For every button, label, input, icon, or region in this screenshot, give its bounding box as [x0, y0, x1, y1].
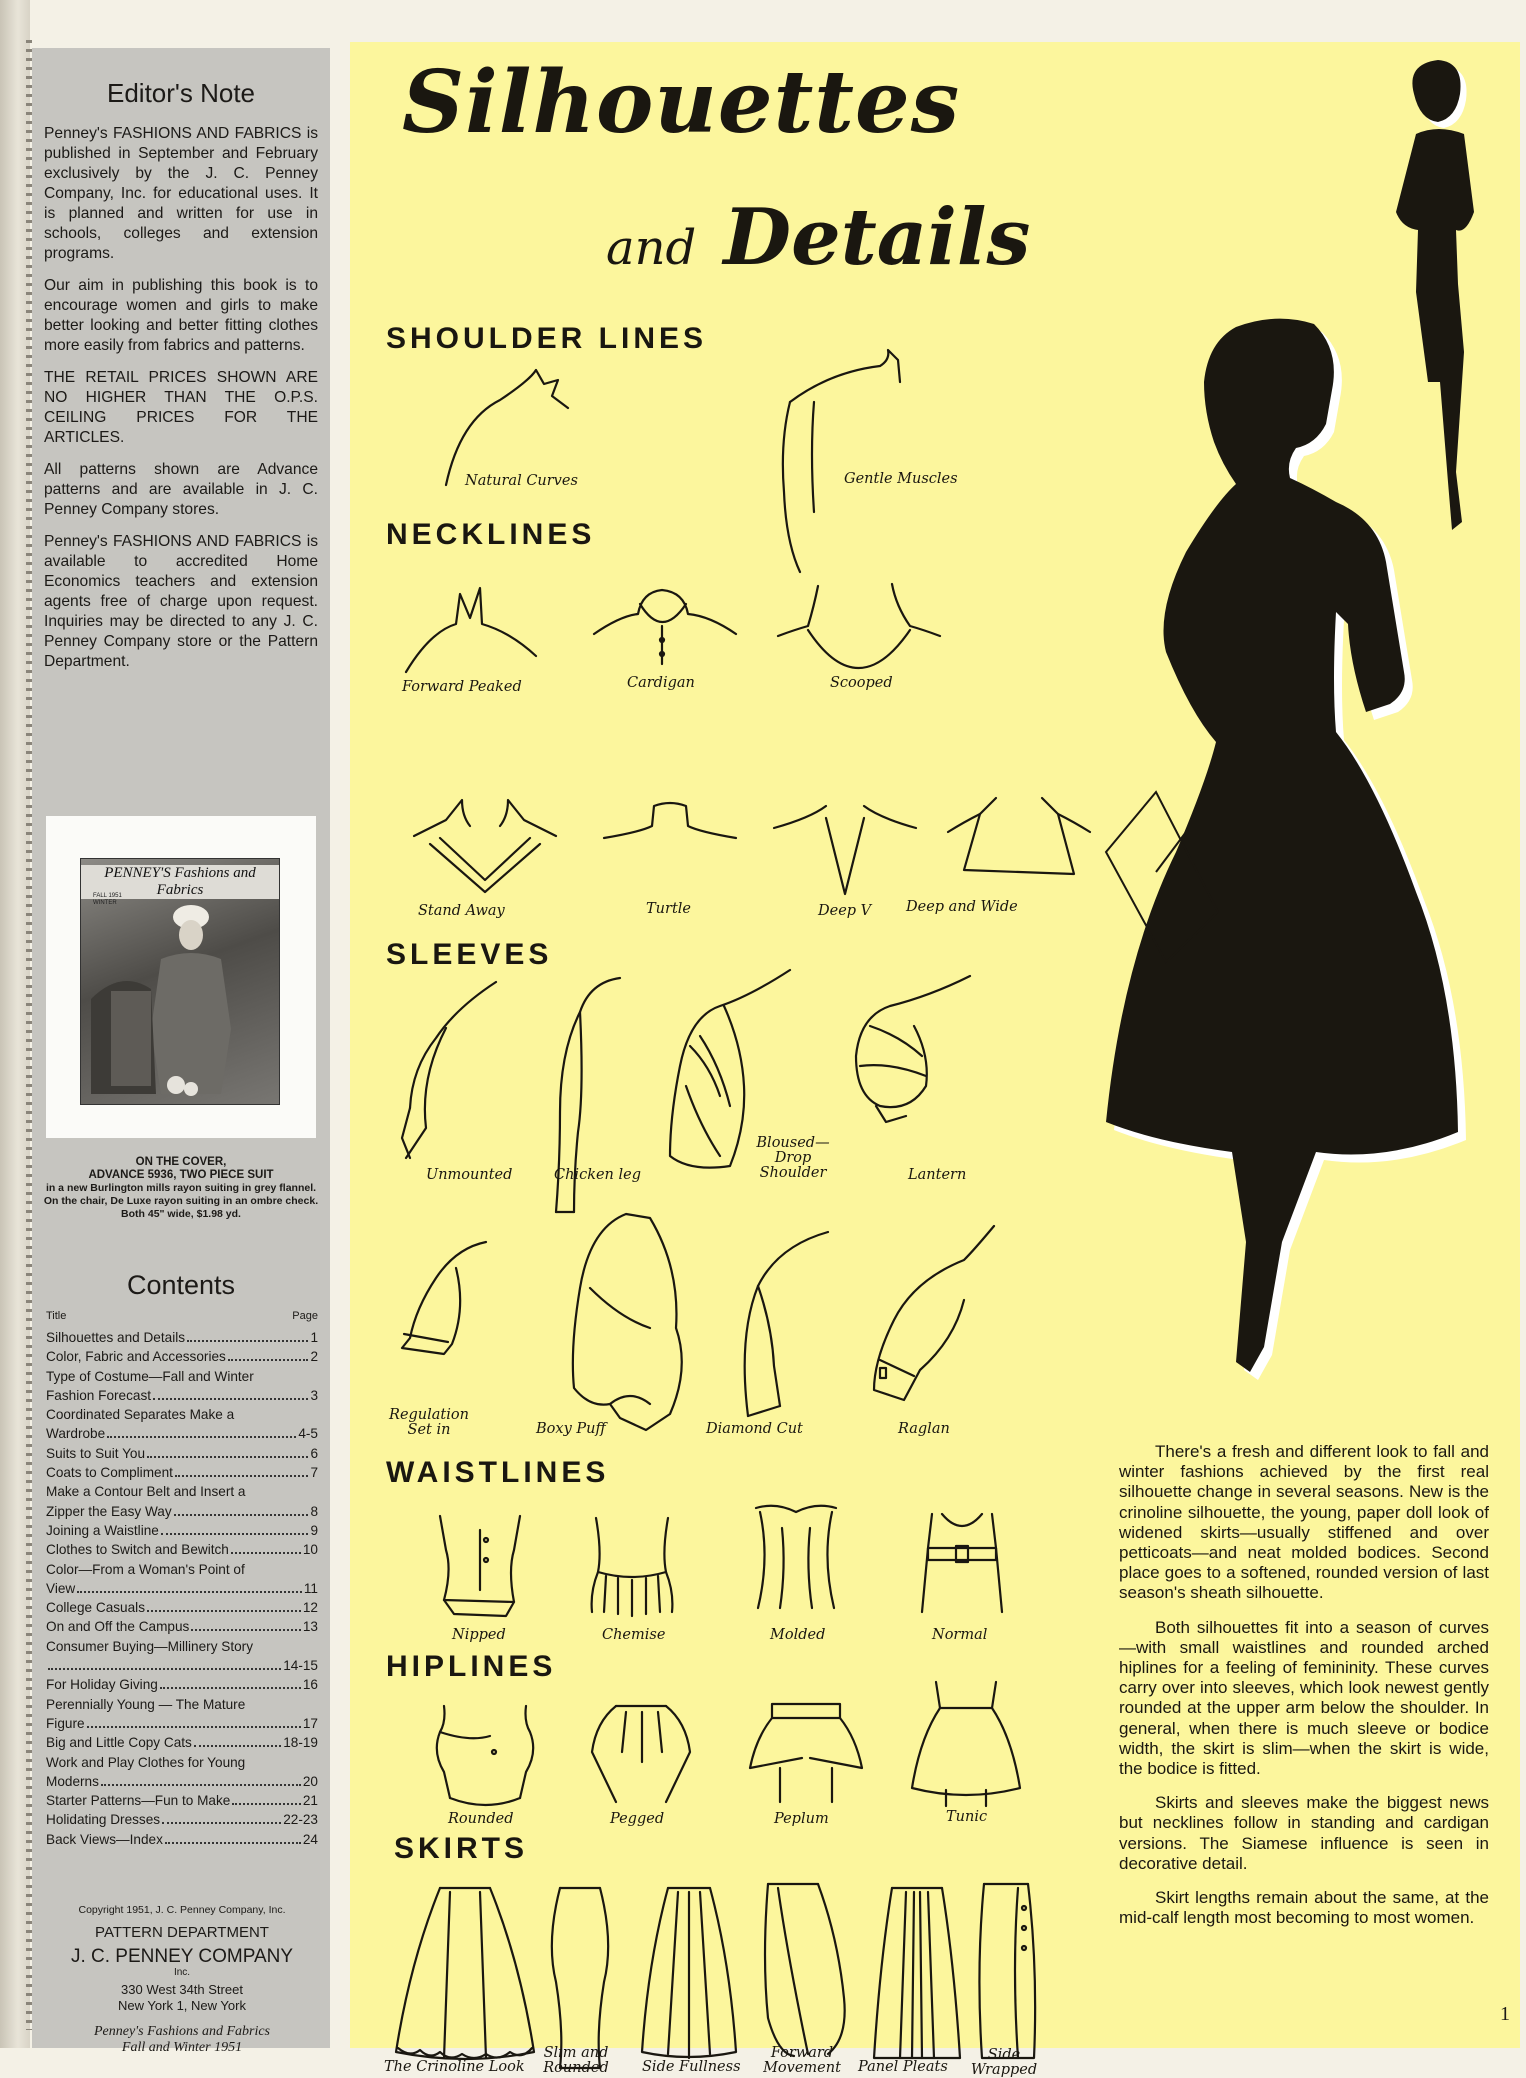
- address: [42, 1982, 322, 2014]
- contents-entry-title: Coordinated Separates Make a: [46, 1407, 235, 1423]
- molded-waist-sketch: [746, 1498, 846, 1628]
- turtle-sketch: [600, 798, 740, 848]
- contents-entry-title: Joining a Waistline: [46, 1522, 159, 1538]
- diamond-cut-sleeve-sketch: [718, 1226, 848, 1426]
- editors-note-title: Editor's Note: [106, 78, 256, 108]
- label-nipped: Nipped: [452, 1627, 506, 1643]
- forward-peaked-sketch: [400, 572, 540, 682]
- contents-row: [46, 1695, 318, 1714]
- contents-entry-title: Clothes to Switch and Bewitch: [46, 1542, 229, 1558]
- contents-entry-title: Wardrobe: [46, 1426, 106, 1442]
- contents-entry-title: For Holiday Giving: [46, 1677, 158, 1693]
- contents-entry-page: 12: [302, 1600, 318, 1616]
- label-chicken-leg: Chicken leg: [554, 1167, 642, 1183]
- cover-photo: [80, 858, 280, 1105]
- peplum-hipline-sketch: [746, 1698, 866, 1808]
- contents-row: [46, 1675, 318, 1694]
- cover-photo-title: PENNEY'S Fashions and Fabrics: [81, 865, 279, 899]
- label-slim-and-rounded: Slim and Rounded: [543, 2045, 609, 2076]
- page-title-second-line: [606, 192, 1030, 283]
- contents-row: [46, 1637, 318, 1656]
- article-body: [1119, 1442, 1489, 1942]
- crinoline-skirt-sketch: [390, 1882, 540, 2062]
- contents-row: [46, 1463, 318, 1482]
- contents-entry-title: Color—From a Woman's Point of: [46, 1561, 245, 1577]
- contents-row: [46, 1347, 318, 1366]
- table-of-contents: [46, 1328, 318, 1849]
- deep-and-wide-sketch: [944, 792, 1094, 882]
- contents-leader-dots: [160, 1687, 301, 1689]
- contents-entry-page: 7: [310, 1465, 318, 1481]
- note-paragraph: All patterns shown are Advance patterns and are available in J. C. Penney Company stores.: [44, 461, 318, 518]
- contents-leader-dots: [194, 1745, 281, 1747]
- contents-entry-page: 6: [310, 1445, 318, 1461]
- contents-row: [46, 1791, 318, 1810]
- contents-entry-title: Zipper the Easy Way: [46, 1503, 172, 1519]
- section-heading-waistlines: WAISTLINES: [386, 1456, 610, 1489]
- contents-entry-page: 9: [310, 1522, 318, 1538]
- contents-entry-title: Fashion Forecast: [46, 1387, 152, 1403]
- label-chemise: Chemise: [602, 1627, 666, 1643]
- contents-leader-dots: [231, 1552, 301, 1554]
- label-bloused-drop-shoulder: Bloused—Drop Shoulder: [756, 1135, 830, 1181]
- copyright: Copyright 1951, J. C. Penney Company, Inc.: [78, 1904, 286, 1916]
- contents-entry-title: Starter Patterns—Fun to Make: [46, 1793, 231, 1809]
- label-natural-curves: Natural Curves: [465, 473, 578, 489]
- label-raglan: Raglan: [898, 1421, 950, 1437]
- contents-entry-page: 16: [302, 1677, 318, 1693]
- contents-col-page: Page: [292, 1310, 318, 1322]
- rounded-hipline-sketch: [430, 1702, 540, 1812]
- large-silhouette-figure: [1086, 312, 1526, 1452]
- contents-entry-title: Work and Play Clothes for Young: [46, 1754, 246, 1770]
- side-wrapped-skirt-sketch: [968, 1878, 1048, 2062]
- section-heading-shoulder-lines: SHOULDER LINES: [386, 322, 708, 355]
- contents-leader-dots: [187, 1340, 308, 1342]
- article-paragraph: Skirt lengths remain about the same, at the mid-calf length most becoming to most women.: [1119, 1888, 1489, 1928]
- cover-caption-text: in a new Burlington mills rayon suiting in grey flannel. On the chair, De Luxe rayon suiting in an ombre check. Both 45" wide, $1.98 yd.: [43, 1182, 319, 1220]
- deep-v-sketch: [770, 798, 920, 898]
- publisher-footer: [42, 1904, 322, 2056]
- label-lantern: Lantern: [908, 1167, 967, 1183]
- note-paragraph: Penney's FASHIONS AND FABRICS is available to accredited Home Economics teachers and extension agents free of charge upon request. Inquiries may be directed to any J. C. Penney Company store or the Pattern Department.: [44, 533, 318, 670]
- contents-row: [46, 1617, 318, 1636]
- contents-leader-dots: [162, 1822, 281, 1824]
- gentle-muscles-sketch: [770, 342, 910, 582]
- silhouettes-page: [350, 42, 1520, 2078]
- contents-entry-page: 1: [310, 1330, 318, 1345]
- contents-row: [46, 1733, 318, 1752]
- contents-leader-dots: [48, 1668, 281, 1670]
- contents-entry-page: 20: [302, 1773, 318, 1789]
- contents-entry-title: Figure: [46, 1715, 85, 1731]
- page-title-and: and: [606, 220, 697, 276]
- contents-row: [46, 1656, 318, 1675]
- contents-title: Contents: [126, 1270, 236, 1300]
- company-suffix: Inc.: [173, 1967, 191, 1978]
- article-paragraph: Both silhouettes fit into a season of curves—with small waistlines and rounded arched hiplines for a feeling of femininity. These curves carry over into sleeves, which look newest gently rounded at the upper arm below the shoulder. In general, when there is much sleeve or bodice width, the skirt is slim—when the skirt is wide, the bodice is fitted.: [1119, 1617, 1489, 1779]
- section-heading-necklines: NECKLINES: [386, 518, 596, 551]
- contents-leader-dots: [165, 1842, 301, 1844]
- department: PATTERN DEPARTMENT: [95, 1924, 269, 1941]
- company-name: J. C. PENNEY COMPANY: [70, 1946, 294, 1967]
- sidebar: [32, 48, 330, 2055]
- stand-away-sketch: [410, 796, 560, 896]
- contents-leader-dots: [228, 1359, 309, 1361]
- label-regulation-set-in: Regulation Set in: [389, 1407, 469, 1438]
- address-line: 330 West 34th Street: [121, 1982, 243, 1997]
- note-paragraph: THE RETAIL PRICES SHOWN ARE NO HIGHER THAN THE O.P.S. CEILING PRICES FOR THE ARTICLES.: [44, 369, 318, 446]
- page-number: 1: [1500, 2003, 1510, 2025]
- cover-caption: [42, 1156, 320, 1221]
- contents-entry-page: 18-19: [283, 1735, 318, 1751]
- raglan-sleeve-sketch: [854, 1220, 1004, 1410]
- contents-row: [46, 1328, 318, 1347]
- section-heading-hiplines: HIPLINES: [386, 1650, 557, 1683]
- nipped-waist-sketch: [430, 1510, 530, 1620]
- boxy-puff-sketch: [550, 1208, 710, 1438]
- section-heading-sleeves: SLEEVES: [386, 938, 553, 971]
- contents-entry-title: Consumer Buying—Millinery Story: [46, 1638, 253, 1654]
- label-cardigan: Cardigan: [627, 675, 695, 691]
- note-paragraph: Penney's FASHIONS AND FABRICS is published in September and February exclusively by the J. C. Penney Company, Inc. for educational uses. It is planned and written for use in schools, colleges and extension programs.: [44, 125, 318, 262]
- contents-leader-dots: [87, 1726, 301, 1728]
- contents-row: [46, 1772, 318, 1791]
- binding-spine: [0, 0, 30, 2048]
- contents-entry-title: Silhouettes and Details: [46, 1330, 186, 1345]
- address-line: New York 1, New York: [118, 1998, 246, 2013]
- label-scooped: Scooped: [830, 675, 893, 691]
- cardigan-sketch: [590, 582, 740, 672]
- label-molded: Molded: [770, 1627, 826, 1643]
- contents-entry-title: Perennially Young — The Mature: [46, 1696, 246, 1712]
- contents-entry-title: Type of Costume—Fall and Winter: [46, 1368, 254, 1384]
- editors-note-text: [44, 124, 318, 684]
- label-crinoline-look: The Crinoline Look: [384, 2059, 525, 2075]
- contents-leader-dots: [191, 1629, 301, 1631]
- contents-leader-dots: [147, 1456, 308, 1458]
- edition-line: Fall and Winter 1951: [121, 2040, 243, 2055]
- contents-row: [46, 1502, 318, 1521]
- contents-leader-dots: [232, 1803, 301, 1805]
- contents-entry-page: 2: [310, 1349, 318, 1365]
- contents-leader-dots: [175, 1475, 309, 1477]
- contents-row: [46, 1753, 318, 1772]
- contents-leader-dots: [77, 1591, 302, 1593]
- contents-entry-page: 21: [302, 1793, 318, 1809]
- label-gentle-muscles: Gentle Muscles: [844, 471, 958, 487]
- label-diamond-cut: Diamond Cut: [706, 1421, 803, 1437]
- contents-entry-title: Back Views—Index: [46, 1831, 163, 1847]
- label-peplum: Peplum: [774, 1811, 829, 1827]
- contents-entry-page: 10: [302, 1542, 318, 1558]
- contents-entry-page: 13: [302, 1619, 318, 1635]
- label-tunic: Tunic: [946, 1809, 988, 1825]
- regulation-set-in-sketch: [396, 1238, 506, 1358]
- contents-entry-page: 4-5: [298, 1426, 318, 1442]
- contents-leader-dots: [174, 1514, 309, 1516]
- label-normal: Normal: [932, 1627, 988, 1643]
- contents-entry-title: Color, Fabric and Accessories: [46, 1349, 226, 1365]
- page-title-details: Details: [723, 192, 1031, 283]
- article-paragraph: There's a fresh and different look to fall and winter fashions achieved by the first real silhouette change in several seasons. New is the crinoline silhouette, the young, paper doll look of widened skirts—usually stiffened and over petticoats—and neat molded bodices. Second place goes to a softened, rounded version of last season's sheath silhouette.: [1119, 1442, 1489, 1603]
- contents-row: [46, 1579, 318, 1598]
- unmounted-sleeve-sketch: [396, 978, 506, 1168]
- contents-row: [46, 1405, 318, 1424]
- contents-row: [46, 1424, 318, 1443]
- contents-entry-title: On and Off the Campus: [46, 1619, 190, 1635]
- contents-leader-dots: [147, 1610, 301, 1612]
- contents-row: [46, 1367, 318, 1386]
- article-paragraph: Skirts and sleeves make the biggest news but necklines follow in standing and cardigan versions. The Siamese influence is seen in decorative detail.: [1119, 1793, 1489, 1873]
- contents-entry-page: 14-15: [283, 1658, 318, 1674]
- contents-entry-page: 22-23: [283, 1812, 318, 1828]
- contents-entry-title: View: [46, 1580, 76, 1596]
- label-side-wrapped: Side Wrapped: [970, 2047, 1038, 2078]
- contents-entry-page: 24: [302, 1831, 318, 1847]
- contents-entry-title: Coats to Compliment: [46, 1465, 173, 1481]
- cover-caption-pattern: ADVANCE 5936, TWO PIECE SUIT: [88, 1169, 274, 1181]
- natural-curves-sketch: [440, 360, 590, 490]
- cover-photo-edition: FALL 1951 WINTER: [93, 893, 122, 906]
- contents-row: [46, 1830, 318, 1849]
- contents-leader-dots: [107, 1436, 296, 1438]
- contents-row: [46, 1540, 318, 1559]
- contents-row: [46, 1521, 318, 1540]
- label-turtle: Turtle: [646, 901, 691, 917]
- pegged-hipline-sketch: [586, 1702, 696, 1812]
- label-boxy-puff: Boxy Puff: [536, 1421, 606, 1437]
- contents-row: [46, 1714, 318, 1733]
- edition: [42, 2024, 322, 2056]
- contents-entry-page: 8: [310, 1503, 318, 1519]
- contents-row: [46, 1598, 318, 1617]
- contents-entry-title: Big and Little Copy Cats: [46, 1735, 192, 1751]
- scooped-sketch: [774, 576, 944, 686]
- lantern-sleeve-sketch: [830, 966, 980, 1126]
- label-deep-and-wide: Deep and Wide: [906, 899, 1018, 915]
- contents-leader-dots: [161, 1533, 309, 1535]
- cover-caption-heading: ON THE COVER,: [135, 1156, 227, 1168]
- chemise-waist-sketch: [582, 1512, 682, 1622]
- contents-column-headers: [46, 1310, 318, 1322]
- label-rounded: Rounded: [448, 1811, 514, 1827]
- chicken-leg-sleeve-sketch: [520, 972, 630, 1222]
- label-forward-movement: Forward Movement: [763, 2045, 841, 2076]
- contents-col-title: Title: [46, 1310, 67, 1322]
- contents-entry-page: 17: [302, 1715, 318, 1731]
- contents-row: [46, 1386, 318, 1405]
- side-fullness-skirt-sketch: [634, 1882, 744, 2062]
- cover-photo-figure: [81, 859, 279, 1104]
- label-side-fullness: Side Fullness: [642, 2059, 741, 2075]
- contents-row: [46, 1444, 318, 1463]
- contents-row: [46, 1560, 318, 1579]
- tunic-hipline-sketch: [906, 1678, 1026, 1808]
- contents-row: [46, 1482, 318, 1501]
- slim-and-rounded-skirt-sketch: [540, 1882, 620, 2072]
- contents-leader-dots: [101, 1784, 301, 1786]
- normal-waist-sketch: [912, 1508, 1012, 1618]
- label-unmounted: Unmounted: [426, 1167, 513, 1183]
- label-deep-v: Deep V: [818, 903, 872, 919]
- section-heading-skirts: SKIRTS: [394, 1832, 529, 1865]
- contents-entry-title: Moderns: [46, 1773, 99, 1789]
- panel-pleats-skirt-sketch: [862, 1882, 972, 2062]
- contents-entry-title: Holidating Dresses: [46, 1812, 161, 1828]
- contents-entry-title: Make a Contour Belt and Insert a: [46, 1484, 246, 1500]
- label-pegged: Pegged: [610, 1811, 665, 1827]
- edition-line: Penney's Fashions and Fabrics: [93, 2024, 271, 2039]
- contents-entry-page: 3: [310, 1387, 318, 1403]
- contents-entry-page: 11: [303, 1580, 318, 1596]
- forward-movement-skirt-sketch: [748, 1878, 858, 2058]
- note-paragraph: Our aim in publishing this book is to encourage women and girls to make better looking and better fitting clothes more easily from fabrics and patterns.: [44, 277, 318, 354]
- contents-entry-title: Suits to Suit You: [46, 1445, 146, 1461]
- label-forward-peaked: Forward Peaked: [402, 679, 522, 695]
- label-stand-away: Stand Away: [418, 903, 505, 919]
- contents-row: [46, 1810, 318, 1829]
- label-panel-pleats: Panel Pleats: [858, 2059, 948, 2075]
- cover-thumbnail-card: [46, 816, 316, 1138]
- contents-leader-dots: [153, 1398, 308, 1400]
- contents-entry-title: College Casuals: [46, 1600, 145, 1616]
- page-title: Silhouettes: [402, 52, 961, 153]
